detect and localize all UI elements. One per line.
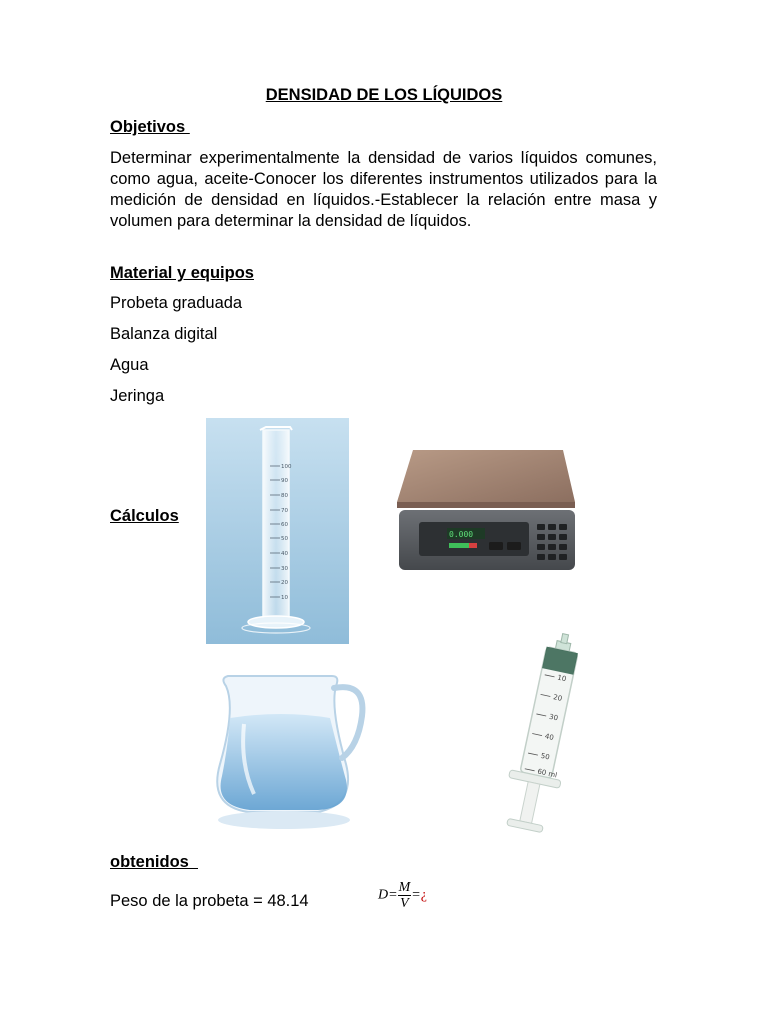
formula-denominator: V — [400, 896, 409, 911]
jeringa-tick-label: 60 ml — [536, 767, 558, 780]
probeta-tick-label: 30 — [281, 566, 288, 572]
probeta-tick-label: 40 — [281, 551, 288, 557]
probeta-tick-label: 70 — [281, 508, 288, 514]
probeta-tick-label: 90 — [281, 478, 288, 484]
material-item-agua: Agua — [110, 356, 149, 374]
balanza-image — [385, 410, 590, 605]
agua-image — [206, 654, 374, 837]
material-item-balanza: Balanza digital — [110, 325, 218, 343]
probeta-tick-label: 50 — [281, 536, 288, 542]
formula-numerator: M — [398, 880, 411, 895]
material-item-probeta: Probeta graduada — [110, 294, 243, 312]
page-title: DENSIDAD DE LOS LÍQUIDOS — [265, 86, 503, 104]
jeringa-tick-label: 30 — [548, 712, 559, 723]
jeringa-tick-label: 20 — [552, 693, 563, 703]
density-formula — [378, 880, 427, 911]
jeringa-tick-label: 40 — [544, 732, 555, 742]
formula-fraction — [398, 880, 412, 911]
probeta-tick-label: 20 — [281, 580, 288, 586]
formula-rhs: = — [411, 887, 421, 903]
material-item-jeringa: Jeringa — [110, 387, 169, 405]
objetivos-heading: Objetivos — [110, 118, 190, 136]
probeta-tick-label: 10 — [281, 595, 288, 601]
peso-probeta-line: Peso de la probeta = 48.14 — [110, 892, 309, 910]
material-heading: Material y equipos — [110, 264, 254, 282]
jeringa-tick-label: 10 — [556, 673, 568, 684]
probeta-image — [206, 418, 349, 644]
balanza-display: 0.000 — [449, 530, 474, 539]
formula-unknown: ¿ — [420, 887, 427, 903]
jeringa-image — [418, 628, 656, 853]
obtenidos-heading: obtenidos — [110, 853, 198, 871]
formula-lhs: D= — [378, 887, 398, 903]
probeta-tick-label: 80 — [281, 493, 288, 499]
objetivos-paragraph: Determinar experimentalmente la densidad de varios líquidos comunes, como agua, aceite-Conocer los diferentes instrumentos utilizados para la medición de densidad en líquidos.-Establecer la relación entre masa y volumen para determinar la densidad de líquidos. — [110, 149, 657, 230]
calculos-heading: Cálculos — [110, 507, 179, 525]
probeta-tick-label: 100 — [281, 464, 292, 470]
probeta-tick-label: 60 — [281, 522, 288, 528]
jeringa-tick-label: 50 — [539, 751, 551, 762]
